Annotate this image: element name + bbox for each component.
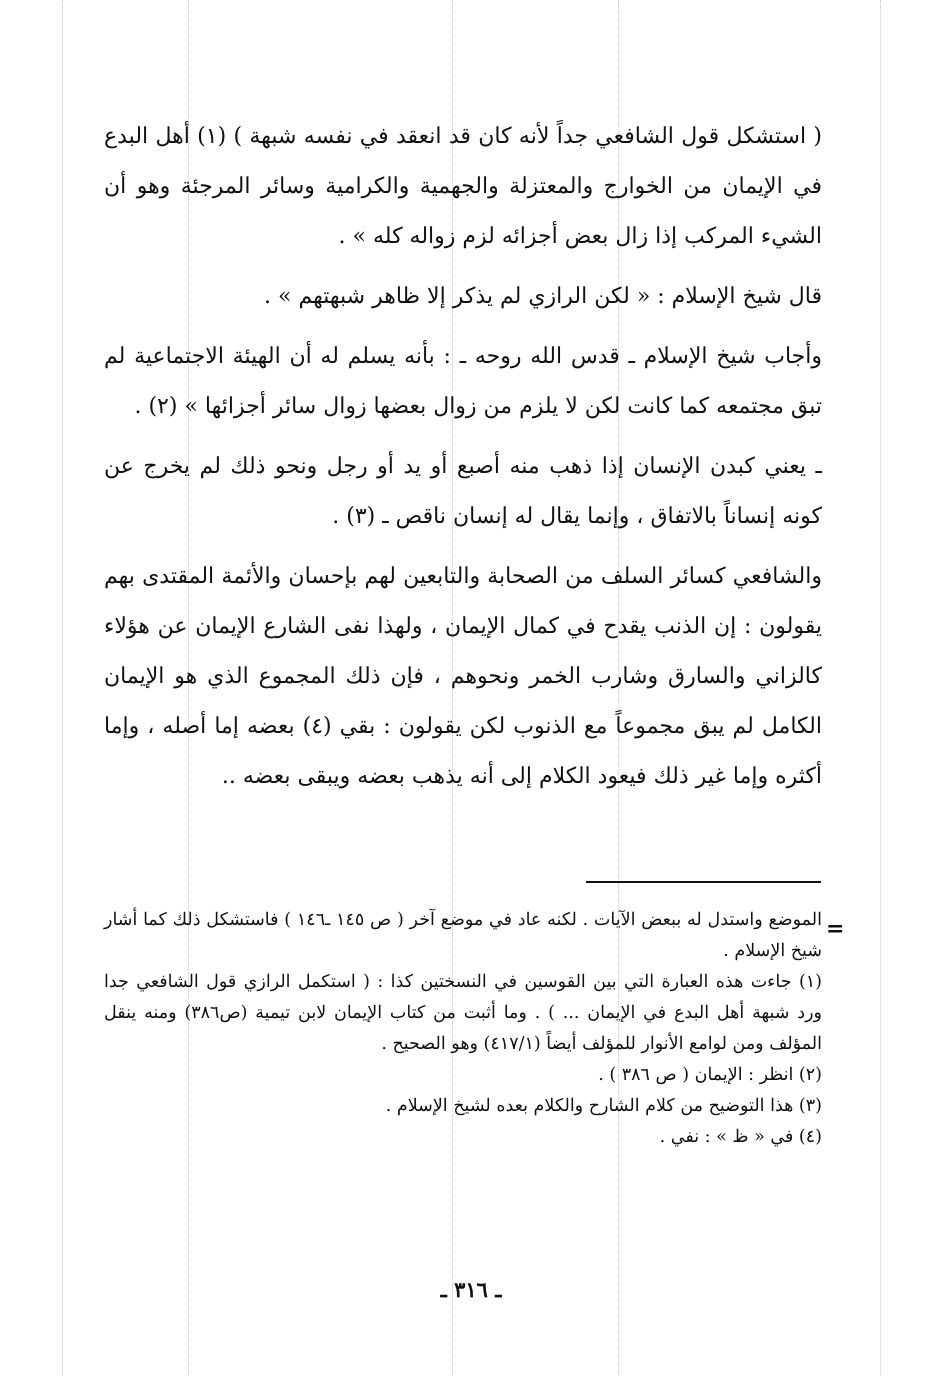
scan-grid-line — [62, 0, 63, 1376]
footnote: (٢) انظر : الإيمان ( ص ٣٨٦ ) . — [598, 1065, 822, 1085]
footnote: (٤) في « ظ » : نفي . — [659, 1127, 822, 1147]
scan-grid-line — [880, 0, 881, 1376]
continuation-mark: = — [826, 916, 845, 942]
footnote: (٣) هذا التوضيح من كلام الشارح والكلام بعده لشيخ الإسلام . — [385, 1096, 822, 1116]
paragraph: ـ يعني كبدن الإنسان إذا ذهب منه أصبع أو يد أو رجل ونحو ذلك لم يخرج عن كونه إنساناً بالاتفاق ، وإنما يقال له إنسان ناقص ـ (٣) . — [104, 454, 822, 529]
paragraph: والشافعي كسائر السلف من الصحابة والتابعين لهم بإحسان والأئمة المقتدى بهم يقولون : إن الذنب يقدح في كمال الإيمان ، ولهذا نفى الشارع الإيمان عن هؤلاء كالزاني والسارق وشارب الخمر ونحوهم ، فإن ذلك المجموع الذي هو الإيمان الكامل لم يبق مجموعاً مع الذنوب لكن يقولون : بقي (٤) بعضه إما أصله ، وإما أكثره وإما غير ذلك فيعود الكلام إلى أنه يذهب بعضه ويبقى بعضه .. — [104, 564, 823, 789]
footnotes — [104, 905, 822, 1153]
footnote: (١) جاءت هذه العبارة التي بين القوسين في النسختين كذا : ( استكمل الرازي قول الشافعي جدا ورد شبهة أهل البدع في الإيمان ... ) . وما أثبت من كتاب الإيمان لابن تيمية (ص٣٨٦) ومنه ينقل المؤلف ومن لوامع الأنوار للمؤلف أيضاً (٤١٧/١) وهو الصحيح . — [104, 972, 822, 1054]
paragraph: قال شيخ الإسلام : « لكن الرازي لم يذكر إلا ظاهر شبهتهم » . — [264, 284, 822, 309]
page-number: ـ ٣١٦ ـ — [440, 1277, 502, 1302]
footnote-separator — [586, 881, 821, 883]
paragraph: وأجاب شيخ الإسلام ـ قدس الله روحه ـ : بأنه يسلم له أن الهيئة الاجتماعية لم تبق مجتمعه كما كانت لكن لا يلزم من زوال بعضها زوال سائر أجزائها » (٢) . — [104, 344, 822, 419]
main-text — [104, 112, 822, 812]
footnote: الموضع واستدل له ببعض الآيات . لكنه عاد في موضع آخر ( ص ١٤٥ ـ١٤٦ ) فاستشكل ذلك كما أشار شيخ الإسلام . — [104, 910, 822, 961]
paragraph: ( استشكل قول الشافعي جداً لأنه كان قد انعقد في نفسه شبهة ) (١) أهل البدع في الإيمان من الخوارج والمعتزلة والجهمية والكرامية وسائر المرجئة وهو أن الشيء المركب إذا زال بعض أجزائه لزم زواله كله » . — [104, 124, 822, 249]
